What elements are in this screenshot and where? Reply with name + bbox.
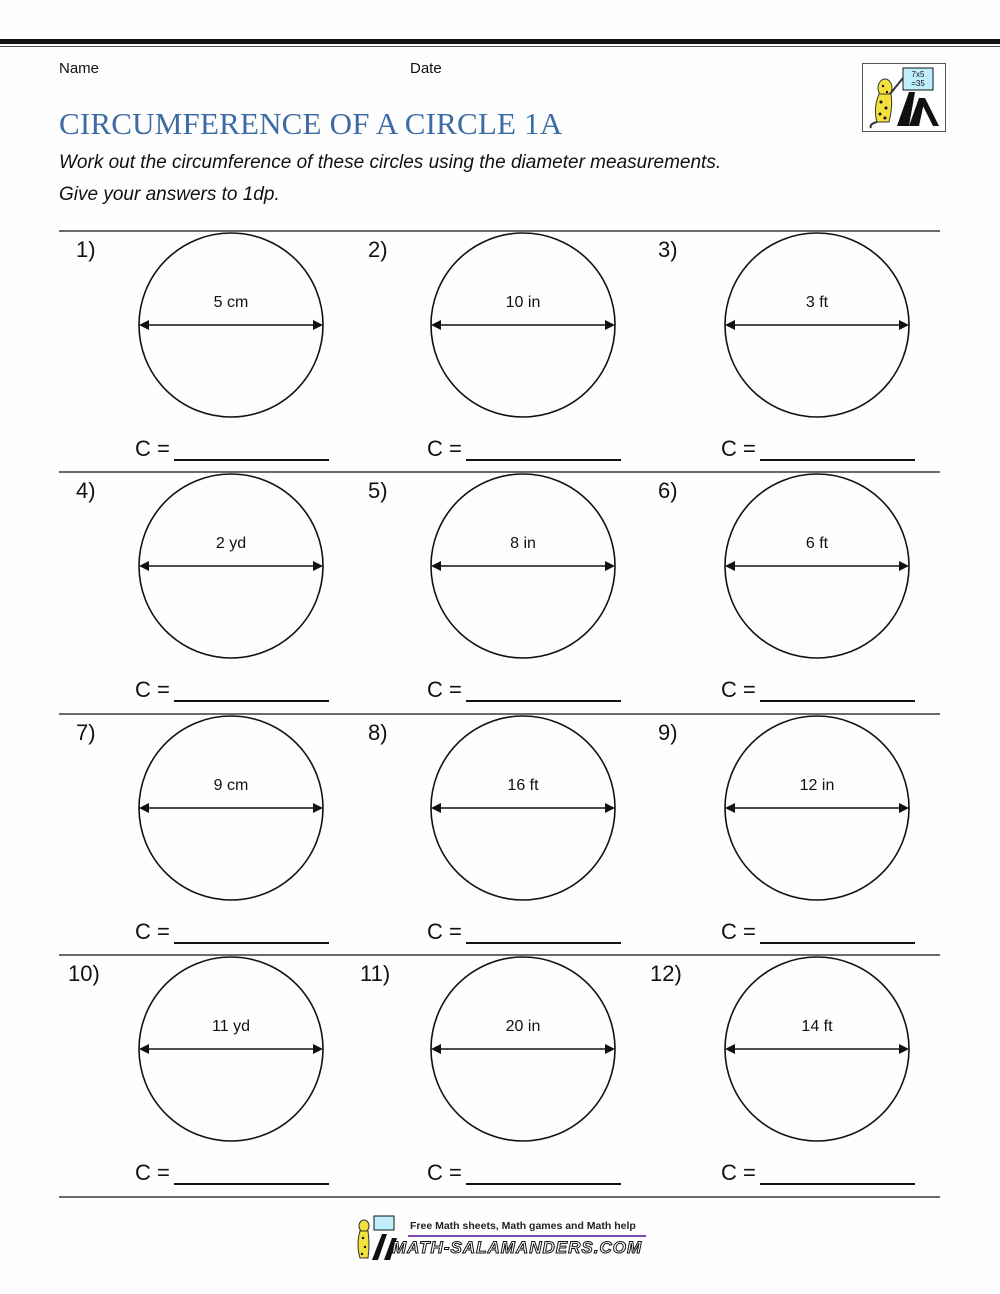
circle-diagram bbox=[645, 230, 939, 471]
diameter-label: 10 in bbox=[505, 294, 541, 311]
answer-blank[interactable] bbox=[174, 700, 329, 702]
diameter-label: 5 cm bbox=[213, 294, 249, 311]
footer-logo bbox=[352, 1214, 652, 1264]
answer-blank[interactable] bbox=[760, 1183, 915, 1185]
arrowhead-right-icon bbox=[899, 320, 909, 330]
circle-diagram bbox=[351, 954, 645, 1195]
arrowhead-left-icon bbox=[725, 320, 735, 330]
arrowhead-left-icon bbox=[139, 1044, 149, 1054]
circle-diagram bbox=[645, 713, 939, 954]
arrowhead-left-icon bbox=[431, 803, 441, 813]
circle-diagram bbox=[59, 713, 353, 954]
arrowhead-left-icon bbox=[139, 320, 149, 330]
top-rule-thick bbox=[0, 39, 1000, 44]
answer-blank[interactable] bbox=[174, 1183, 329, 1185]
problem-3 bbox=[645, 230, 939, 471]
row-divider bbox=[59, 1196, 940, 1198]
answer-blank[interactable] bbox=[760, 942, 915, 944]
arrowhead-right-icon bbox=[899, 803, 909, 813]
arrowhead-left-icon bbox=[725, 1044, 735, 1054]
problem-number: 2) bbox=[368, 237, 388, 262]
instruction-line-2: Give your answers to 1dp. bbox=[59, 184, 280, 205]
circle-diagram bbox=[59, 954, 353, 1195]
answer-label: C = bbox=[135, 436, 170, 461]
arrowhead-right-icon bbox=[313, 1044, 323, 1054]
answer-label: C = bbox=[427, 677, 462, 702]
answer-blank[interactable] bbox=[466, 942, 621, 944]
answer-label: C = bbox=[427, 436, 462, 461]
footer-tagline: Free Math sheets, Math games and Math help bbox=[410, 1220, 636, 1232]
diameter-label: 20 in bbox=[505, 1018, 541, 1035]
answer-label: C = bbox=[135, 1160, 170, 1185]
arrowhead-right-icon bbox=[605, 320, 615, 330]
answer-blank[interactable] bbox=[466, 1183, 621, 1185]
problem-number: 3) bbox=[658, 237, 678, 262]
circle-diagram bbox=[351, 230, 645, 471]
arrowhead-left-icon bbox=[431, 561, 441, 571]
answer-label: C = bbox=[427, 1160, 462, 1185]
answer-label: C = bbox=[135, 919, 170, 944]
arrowhead-right-icon bbox=[899, 561, 909, 571]
answer-blank[interactable] bbox=[760, 700, 915, 702]
problem-number: 8) bbox=[368, 720, 388, 745]
answer-label: C = bbox=[721, 1160, 756, 1185]
arrowhead-left-icon bbox=[725, 803, 735, 813]
arrowhead-left-icon bbox=[431, 1044, 441, 1054]
circle-diagram bbox=[645, 954, 939, 1195]
problem-6 bbox=[645, 471, 939, 712]
footer-site-name: MATH-SALAMANDERS.COM bbox=[392, 1238, 643, 1257]
problem-9 bbox=[645, 713, 939, 954]
answer-label: C = bbox=[135, 677, 170, 702]
problem-10 bbox=[59, 954, 353, 1195]
answer-label: C = bbox=[721, 677, 756, 702]
diameter-label: 6 ft bbox=[805, 535, 829, 552]
arrowhead-right-icon bbox=[605, 1044, 615, 1054]
footer-underline bbox=[408, 1235, 646, 1237]
arrowhead-left-icon bbox=[431, 320, 441, 330]
arrowhead-left-icon bbox=[139, 803, 149, 813]
problem-number: 10) bbox=[68, 961, 100, 986]
answer-blank[interactable] bbox=[466, 700, 621, 702]
circle-diagram bbox=[59, 471, 353, 712]
answer-label: C = bbox=[721, 919, 756, 944]
problem-5 bbox=[351, 471, 645, 712]
diameter-label: 2 yd bbox=[215, 535, 247, 552]
answer-blank[interactable] bbox=[466, 459, 621, 461]
diameter-label: 11 yd bbox=[212, 1018, 250, 1035]
diameter-label: 14 ft bbox=[801, 1018, 833, 1035]
problem-8 bbox=[351, 713, 645, 954]
problem-12 bbox=[645, 954, 939, 1195]
circle-diagram bbox=[351, 471, 645, 712]
diameter-label: 9 cm bbox=[213, 777, 249, 794]
arrowhead-right-icon bbox=[313, 561, 323, 571]
problem-number: 6) bbox=[658, 478, 678, 503]
problem-number: 7) bbox=[76, 720, 96, 745]
arrowhead-left-icon bbox=[725, 561, 735, 571]
problem-1 bbox=[59, 230, 353, 471]
answer-blank[interactable] bbox=[174, 942, 329, 944]
answer-label: C = bbox=[721, 436, 756, 461]
problem-4 bbox=[59, 471, 353, 712]
arrowhead-right-icon bbox=[605, 803, 615, 813]
page-title: CIRCUMFERENCE OF A CIRCLE 1A bbox=[59, 106, 563, 141]
svg-text:=35: =35 bbox=[911, 79, 925, 88]
problem-number: 9) bbox=[658, 720, 678, 745]
answer-blank[interactable] bbox=[760, 459, 915, 461]
arrowhead-right-icon bbox=[313, 320, 323, 330]
problem-7 bbox=[59, 713, 353, 954]
name-label: Name bbox=[59, 60, 100, 77]
problem-number: 12) bbox=[650, 961, 682, 986]
diameter-label: 3 ft bbox=[805, 294, 829, 311]
circle-diagram bbox=[59, 230, 353, 471]
diameter-label: 12 in bbox=[799, 777, 835, 794]
svg-text:7x5: 7x5 bbox=[911, 70, 925, 79]
problem-number: 5) bbox=[368, 478, 388, 503]
problem-2 bbox=[351, 230, 645, 471]
answer-blank[interactable] bbox=[174, 459, 329, 461]
salamander-logo bbox=[862, 63, 946, 132]
problem-number: 1) bbox=[76, 237, 96, 262]
answer-label: C = bbox=[427, 919, 462, 944]
diameter-label: 8 in bbox=[510, 535, 536, 552]
arrowhead-left-icon bbox=[139, 561, 149, 571]
arrowhead-right-icon bbox=[605, 561, 615, 571]
date-label: Date bbox=[410, 60, 442, 77]
problem-11 bbox=[351, 954, 645, 1195]
arrowhead-right-icon bbox=[899, 1044, 909, 1054]
salamander-teacher-icon bbox=[863, 64, 945, 131]
problem-number: 11) bbox=[360, 961, 391, 986]
circle-diagram bbox=[645, 471, 939, 712]
arrowhead-right-icon bbox=[313, 803, 323, 813]
top-rule-thin bbox=[0, 46, 1000, 47]
circle-diagram bbox=[351, 713, 645, 954]
instruction-line-1: Work out the circumference of these circles using the diameter measurements. bbox=[59, 152, 722, 173]
problem-number: 4) bbox=[76, 478, 96, 503]
diameter-label: 16 ft bbox=[507, 777, 539, 794]
